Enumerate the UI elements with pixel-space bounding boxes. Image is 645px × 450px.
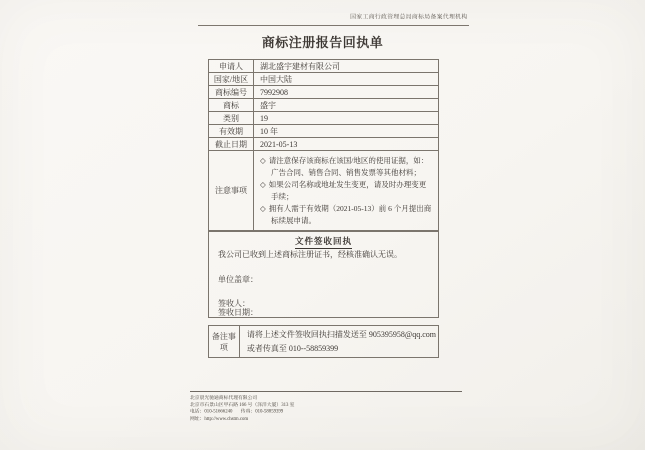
row-value: 19 xyxy=(254,112,439,125)
agency-registration-note: 国家工商行政管理总局商标局备案代理机构 xyxy=(350,13,468,20)
header-rule xyxy=(198,25,469,26)
note-text: 请注意保存该商标在该国/地区的使用证据，如：广告合同、销售合同、销售发票等其他材料； xyxy=(268,156,429,177)
table-row-trademark-number xyxy=(209,86,439,99)
receipt-statement: 我公司已收到上述商标注册证书，经核准确认无误。 xyxy=(218,250,402,259)
row-label: 申请人 xyxy=(209,60,254,73)
signer-label: 签收人： xyxy=(218,299,250,308)
table-row-class xyxy=(209,112,439,125)
receipt-confirmation-box xyxy=(208,231,439,318)
row-label: 类别 xyxy=(209,112,254,125)
notes-cell xyxy=(254,151,439,231)
footer-address: 北京市石景山区甲石路 166 号（泽洋大厦）313 室 xyxy=(190,401,295,407)
diamond-bullet-icon: ◇ xyxy=(260,204,266,213)
table-row-validity xyxy=(209,125,439,138)
note-item xyxy=(260,179,432,203)
row-value: 中国大陆 xyxy=(254,73,439,86)
row-value: 7992908 xyxy=(254,86,439,99)
footer-rule xyxy=(190,391,462,392)
note-item xyxy=(260,203,432,227)
row-value: 盛宇 xyxy=(254,99,439,112)
footer-website: 网址：http://www.chstm.com xyxy=(190,415,249,421)
row-label: 有效期 xyxy=(209,125,254,138)
row-value: 10 年 xyxy=(254,125,439,138)
page-title: 商标注册报告回执单 xyxy=(261,35,384,50)
remarks-line-fax: 或者传真至 010--58859399 xyxy=(246,344,339,353)
note-text: 如果公司名称或地址发生变更，请及时办理变更手续； xyxy=(268,180,427,201)
table-row-expiry xyxy=(209,138,439,151)
row-label: 截止日期 xyxy=(209,138,254,151)
diamond-bullet-icon: ◇ xyxy=(260,156,266,165)
remarks-box xyxy=(208,325,439,358)
remarks-line-email: 请将上述文件签收回执扫描发送至 905395958@qq.com xyxy=(246,330,436,339)
receipt-title: 文件签收回执 xyxy=(209,235,438,249)
table-row-applicant xyxy=(209,60,439,73)
row-value: 湖北盛宇建材有限公司 xyxy=(254,60,439,73)
table-row-trademark xyxy=(209,99,439,112)
footer-company: 北京晨光驰通商标代理有限公司 xyxy=(190,394,258,400)
table-row-notes xyxy=(209,151,439,231)
footer-fax: 传真：010-58859399 xyxy=(240,408,284,414)
note-item xyxy=(260,155,432,179)
remarks-label: 备注事项 xyxy=(209,326,240,357)
note-text: 拥有人需于有效期（2021-05-13）前 6 个月提出商标续展申请。 xyxy=(268,204,432,225)
company-stamp-label: 单位盖章： xyxy=(218,275,258,284)
row-value: 2021-05-13 xyxy=(254,138,439,151)
sign-date-label: 签收日期： xyxy=(218,308,258,317)
footer-contacts xyxy=(190,408,466,415)
trademark-info-table xyxy=(208,59,439,231)
row-label: 注意事项 xyxy=(209,151,254,231)
row-label: 商标 xyxy=(209,99,254,112)
table-row-country xyxy=(209,73,439,86)
row-label: 商标编号 xyxy=(209,86,254,99)
footer-agency-info xyxy=(190,394,466,422)
row-label: 国家/地区 xyxy=(209,73,254,86)
diamond-bullet-icon: ◇ xyxy=(260,180,266,189)
footer-phone: 电话：010-51666240 xyxy=(190,408,233,414)
remarks-body xyxy=(240,326,438,357)
